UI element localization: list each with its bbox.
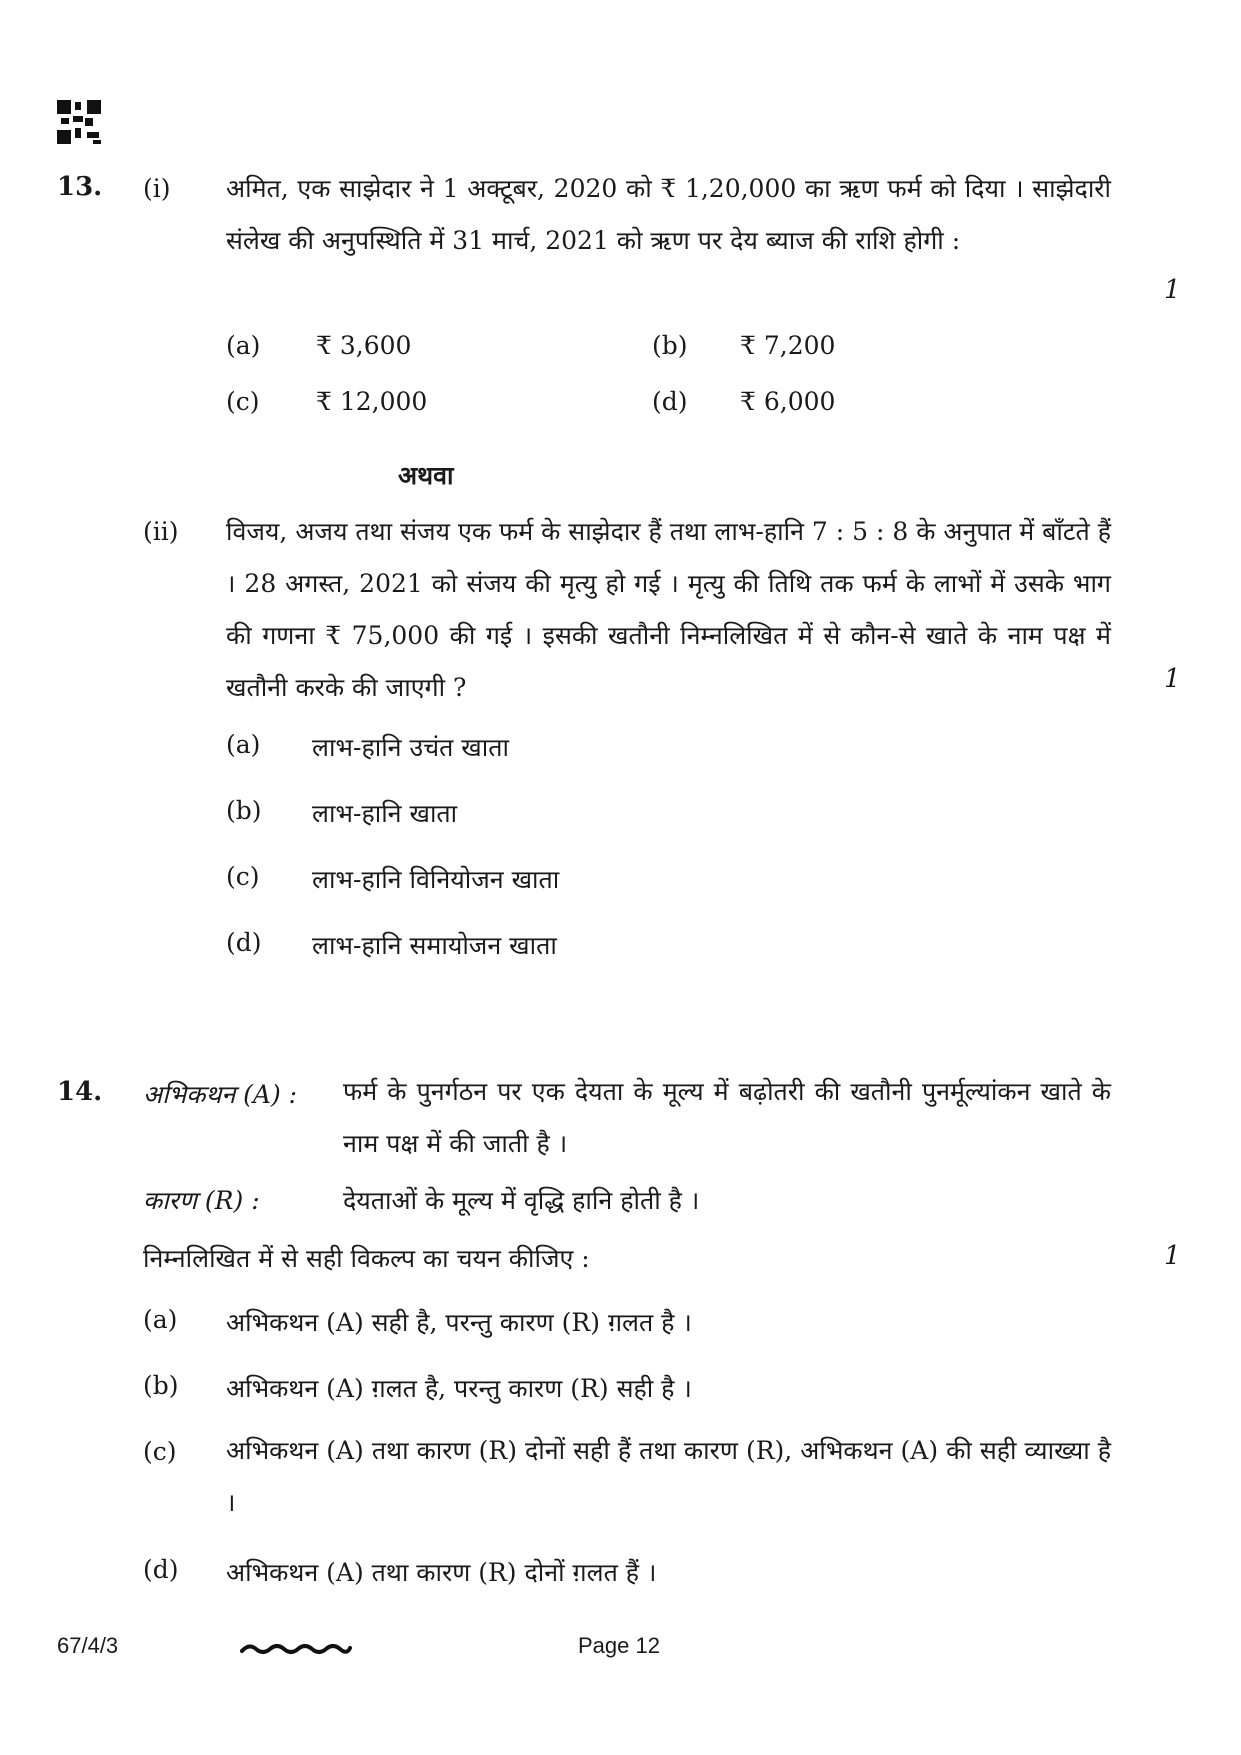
option-label: (b) [143, 1371, 179, 1400]
assertion-text: फर्म के पुनर्गठन पर एक देयता के मूल्य में बढ़ोतरी की खतौनी पुनर्मूल्यांकन खाते के नाम पक्ष में की जाती है । [343, 1077, 1111, 1158]
option-text: ₹ 7,200 [740, 331, 836, 360]
option-label: (b) [226, 796, 262, 825]
qr-code [57, 100, 101, 144]
option-text: अभिकथन (A) ग़लत है, परन्तु कारण (R) सही है । [226, 1374, 692, 1403]
option-label: (a) [226, 331, 261, 360]
instruction-text: निम्नलिखित में से सही विकल्प का चयन कीजिए : [143, 1244, 590, 1273]
marks: 1 [1164, 1241, 1181, 1271]
option-text: अभिकथन (A) सही है, परन्तु कारण (R) ग़लत है । [226, 1308, 692, 1337]
or-label: अथवा [398, 461, 454, 490]
option-text: ₹ 3,600 [316, 331, 412, 360]
option-label: (d) [226, 928, 262, 957]
assertion-label: अभिकथन (A) : [143, 1080, 298, 1109]
option-label: (a) [143, 1305, 178, 1334]
option-text: अभिकथन (A) तथा कारण (R) दोनों ग़लत हैं । [226, 1558, 657, 1587]
option-text: लाभ-हानि खाता [312, 799, 458, 828]
question-number: 14. [57, 1077, 103, 1107]
question-number: 13. [57, 172, 103, 202]
option-label: (a) [226, 730, 261, 759]
option-label: (b) [652, 331, 688, 360]
reason-label: कारण (R) : [143, 1186, 260, 1215]
option-label: (d) [143, 1555, 179, 1584]
option-label: (c) [226, 387, 260, 416]
option-text: लाभ-हानि विनियोजन खाता [312, 865, 560, 894]
part-label: (ii) [143, 517, 179, 546]
question-text: अमित, एक साझेदार ने 1 अक्टूबर, 2020 को ₹ 1,20,000 का ऋण फर्म को दिया । साझेदारी संलेख की अनुपस्थिति में 31 मार्च, 2021 को ऋण पर देय ब्याज की राशि होगी : [226, 174, 1111, 255]
option-text: ₹ 6,000 [740, 387, 836, 416]
reason-text: देयताओं के मूल्य में वृद्धि हानि होती है । [343, 1186, 700, 1215]
question-text: विजय, अजय तथा संजय एक फर्म के साझेदार हैं तथा लाभ-हानि 7 : 5 : 8 के अनुपात में बाँटते हैं । 28 अगस्त, 2021 को संजय की मृत्यु हो गई । मृत्यु की तिथि तक फर्म के लाभों में उसके भाग की गणना ₹ 75,000 की गई । इसकी खतौनी निम्नलिखित में से कौन-से खाते के नाम पक्ष में खतौनी करके की जाएगी ? [226, 517, 1111, 702]
marks: 1 [1164, 275, 1181, 305]
tilde-ornament [240, 1640, 352, 1658]
option-text: अभिकथन (A) तथा कारण (R) दोनों सही हैं तथा कारण (R), अभिकथन (A) की सही व्याख्या है । [226, 1436, 1111, 1517]
option-label: (c) [226, 862, 260, 891]
page-number: Page 12 [578, 1633, 660, 1658]
option-label: (c) [143, 1437, 177, 1466]
option-text: लाभ-हानि समायोजन खाता [312, 931, 557, 960]
option-text: ₹ 12,000 [316, 387, 428, 416]
option-text: लाभ-हानि उचंत खाता [312, 733, 509, 762]
option-label: (d) [652, 387, 688, 416]
paper-code: 67/4/3 [57, 1633, 119, 1658]
marks: 1 [1164, 664, 1181, 694]
part-label: (i) [143, 174, 171, 203]
